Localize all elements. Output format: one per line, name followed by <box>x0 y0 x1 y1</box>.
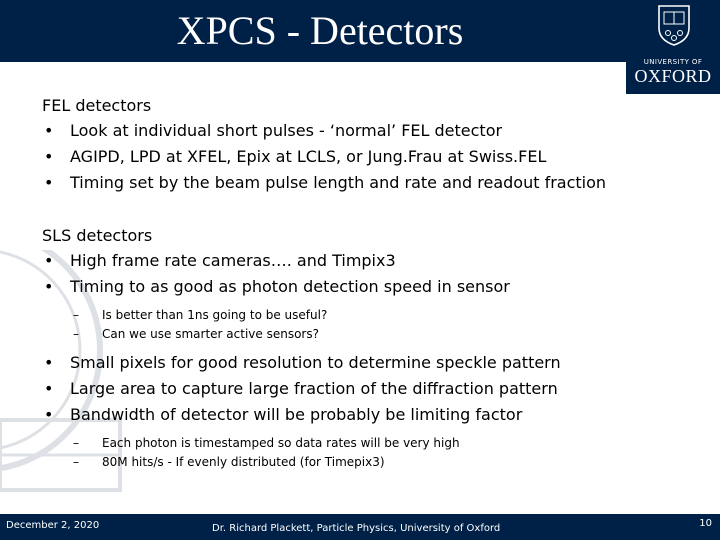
footer-bar <box>0 514 720 540</box>
section-heading-sls: SLS detectors <box>42 226 153 245</box>
slide-title: XPCS - Detectors <box>176 8 464 53</box>
oxford-logo <box>626 0 720 94</box>
logo-oxford: OXFORD <box>634 66 712 86</box>
slide-number: 10 <box>699 518 712 529</box>
oxford-crest-icon <box>657 4 691 46</box>
sub-bullet-item: – Each photon is timestamped so data rates will be very high <box>73 436 460 450</box>
sub-bullet-item: – Is better than 1ns going to be useful? <box>73 308 328 322</box>
section-heading-fel: FEL detectors <box>42 96 152 115</box>
bullet-item: • Timing set by the beam pulse length and rate and readout fraction <box>44 173 607 192</box>
footer-author: Dr. Richard Plackett, Particle Physics, University of Oxford <box>212 523 501 534</box>
bullet-item: • Large area to capture large fraction of the diffraction pattern <box>44 379 558 398</box>
bullet-item: • AGIPD, LPD at XFEL, Epix at LCLS, or Jung.Frau at Swiss.FEL <box>44 147 547 166</box>
footer-date: December 2, 2020 <box>6 520 100 531</box>
logo-university-of: UNIVERSITY OF <box>643 58 703 66</box>
bullet-item: • High frame rate cameras…. and Timpix3 <box>44 251 396 270</box>
bullet-item: • Bandwidth of detector will be probably be limiting factor <box>44 405 523 424</box>
bullet-item: • Small pixels for good resolution to determine speckle pattern <box>44 353 561 372</box>
sub-bullet-item: – Can we use smarter active sensors? <box>73 327 319 341</box>
bullet-item: • Timing to as good as photon detection speed in sensor <box>44 277 510 296</box>
bullet-item: • Look at individual short pulses - ‘normal’ FEL detector <box>44 121 503 140</box>
sub-bullet-item: – 80M hits/s - If evenly distributed (for Timepix3) <box>73 455 385 469</box>
slide-body <box>42 94 642 472</box>
